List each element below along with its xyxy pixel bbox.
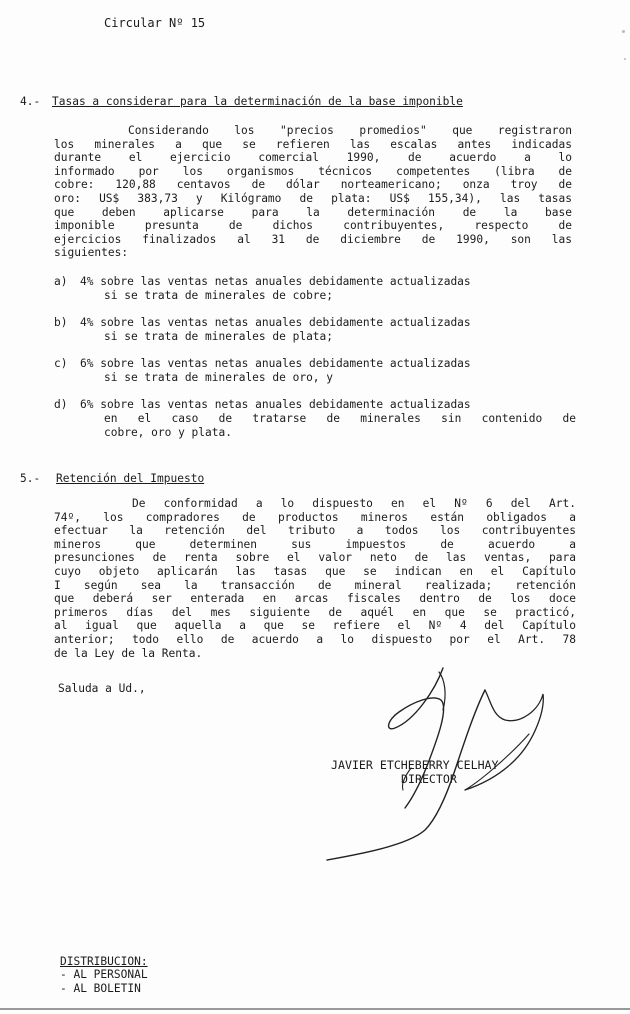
paragraph-line: informado por los organismos técnicos competentes (libra de xyxy=(54,164,572,178)
item-a xyxy=(80,275,471,303)
paragraph-line: que deben aplicarse para la determinación de la base xyxy=(54,205,572,219)
paragraph-line: primeros días del mes siguiente de aquél en que se practicó, xyxy=(54,605,576,619)
section-4-paragraph xyxy=(54,124,572,260)
signer-name: JAVIER ETCHEBERRY CELHAY xyxy=(331,758,499,772)
item-d-label: d) xyxy=(54,398,68,411)
item-b xyxy=(80,316,471,344)
section-5-paragraph xyxy=(54,497,576,660)
section-5-number: 5.- xyxy=(20,472,41,485)
paragraph-line: Considerando los "precios promedios" que registraron xyxy=(128,124,572,137)
item-line: si se trata de minerales de plata; xyxy=(104,330,334,343)
scan-edge-line xyxy=(0,1008,630,1010)
paragraph-line: que deberá ser enterada en arcas fiscales dentro de los doce xyxy=(54,592,576,606)
item-c xyxy=(80,357,471,385)
scan-speck xyxy=(622,30,625,33)
paragraph-line: al igual que aquella a que se refiere el Nº 4 del Capítulo xyxy=(54,619,576,633)
item-line: si se trata de minerales de oro, y xyxy=(104,371,334,384)
item-a-label: a) xyxy=(54,275,68,288)
closing-greeting: Saluda a Ud., xyxy=(58,682,146,695)
paragraph-line: de la Ley de la Renta. xyxy=(54,646,203,660)
item-line: cobre, oro y plata. xyxy=(104,426,232,439)
item-line: en el caso de tratarse de minerales sin contenido de xyxy=(104,412,576,425)
paragraph-line: imponible presunta de dichos contribuyentes, respecto de xyxy=(54,219,572,233)
paragraph-line: 74º, los compradores de productos mineros están obligados a xyxy=(54,510,576,524)
item-line: 4% sobre las ventas netas anuales debidamente actualizadas xyxy=(80,275,471,288)
distribution-item-personal: - AL PERSONAL xyxy=(60,968,148,981)
paragraph-line: los minerales a que se refieren las escalas antes indicadas xyxy=(54,137,572,151)
circular-number: Circular Nº 15 xyxy=(104,16,206,30)
section-5-title: Retención del Impuesto xyxy=(56,472,205,485)
item-line: 6% sobre las ventas netas anuales debidamente actualizadas xyxy=(80,357,471,370)
distribution-title: DISTRIBUCION: xyxy=(60,955,148,968)
paragraph-line: presunciones de renta sobre el valor neto de las ventas, para xyxy=(54,551,576,565)
item-line: 6% sobre las ventas netas anuales debidamente actualizadas xyxy=(80,398,471,411)
paragraph-line: anterior; todo ello de acuerdo a lo dispuesto por el Art. 78 xyxy=(54,632,576,646)
paragraph-line: cuyo objeto aplicarán las tasas que se indican en el Capítulo xyxy=(54,564,576,578)
paragraph-line: De conformidad a lo dispuesto en el Nº 6 del Art. xyxy=(132,497,576,510)
signer-title: DIRECTOR xyxy=(401,772,457,786)
scan-speck xyxy=(624,58,626,60)
distribution-item-boletin: - AL BOLETIN xyxy=(60,982,141,995)
item-line: 4% sobre las ventas netas anuales debidamente actualizadas xyxy=(80,316,471,329)
item-d xyxy=(80,398,576,440)
section-4-title: Tasas a considerar para la determinación de la base imponible xyxy=(52,95,463,108)
paragraph-line: siguientes: xyxy=(54,246,129,260)
paragraph-line: mineros que determinen sus impuestos de acuerdo a xyxy=(54,537,576,551)
item-line: si se trata de minerales de cobre; xyxy=(104,289,334,302)
paragraph-line: efectuar la retención del tributo a todos los contribuyentes xyxy=(54,524,576,538)
paragraph-line: durante el ejercicio comercial 1990, de acuerdo a lo xyxy=(54,151,572,165)
paragraph-line: cobre: 120,88 centavos de dólar norteamericano; onza troy de xyxy=(54,178,572,192)
paragraph-line: ejercicios finalizados al 31 de diciembre de 1990, son las xyxy=(54,232,572,246)
item-b-label: b) xyxy=(54,316,68,329)
item-c-label: c) xyxy=(54,357,68,370)
paragraph-line: I según sea la transacción de mineral realizada; retención xyxy=(54,578,576,592)
section-4-number: 4.- xyxy=(20,95,41,108)
paragraph-line: oro: US$ 383,73 y Kilógramo de plata: US$ 155,34), las tasas xyxy=(54,191,572,205)
